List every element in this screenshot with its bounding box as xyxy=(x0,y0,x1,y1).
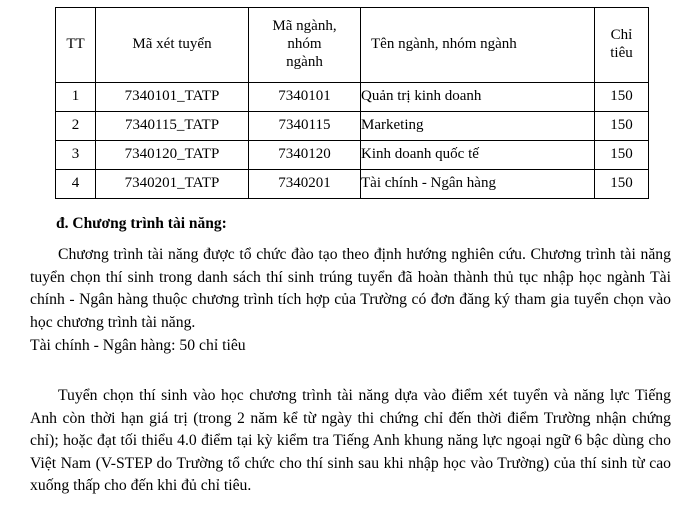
table-row xyxy=(56,112,649,141)
admission-quota-table xyxy=(55,7,649,199)
cell-ma-nganh: 7340101 xyxy=(249,83,361,112)
paragraph-program-description xyxy=(30,244,671,334)
cell-ma-xet-tuyen: 7340201_TATP xyxy=(96,170,249,199)
cell-chi-tieu: 150 xyxy=(595,170,649,199)
admission-quota-table-wrapper xyxy=(55,7,648,199)
cell-chi-tieu: 150 xyxy=(595,83,649,112)
table-body xyxy=(56,83,649,199)
cell-ma-nganh: 7340201 xyxy=(249,170,361,199)
paragraph-selection-criteria-text: Tuyển chọn thí sinh vào học chương trình tài năng dựa vào điểm xét tuyển và năng lực Tiếng Anh còn thời hạn giá trị (trong 2 năm kể từ ngày thi chứng chỉ đến thời điểm Trường nhận chứng chỉ); hoặc đạt tối thiểu 4.0 điểm tại kỳ kiểm tra Tiếng Anh khung năng lực ngoại ngữ 6 bậc dùng cho Việt Nam (V-STEP do Trường tổ chức cho thí sinh sau khi nhập học vào Trường) của thí sinh từ cao xuống thấp cho đến khi đủ chỉ tiêu. xyxy=(30,387,671,495)
quota-line: Tài chính - Ngân hàng: 50 chỉ tiêu xyxy=(30,337,246,354)
column-header-ten-nganh: Tên ngành, nhóm ngành xyxy=(361,8,595,83)
column-header-ma-nganh-line1: Mã ngành, xyxy=(272,18,337,35)
cell-tt: 3 xyxy=(56,141,96,170)
section-heading: đ. Chương trình tài năng: xyxy=(56,215,227,232)
column-header-ma-xet-tuyen: Mã xét tuyển xyxy=(96,8,249,83)
column-header-chi-tieu-line2: tiêu xyxy=(610,45,633,61)
table-header xyxy=(56,8,649,83)
table-row xyxy=(56,170,649,199)
cell-ten-nganh: Quản trị kinh doanh xyxy=(361,83,595,112)
cell-tt: 2 xyxy=(56,112,96,141)
column-header-ma-nganh-line3: ngành xyxy=(286,53,323,70)
cell-tt: 4 xyxy=(56,170,96,199)
cell-ma-xet-tuyen: 7340101_TATP xyxy=(96,83,249,112)
cell-ma-xet-tuyen: 7340115_TATP xyxy=(96,112,249,141)
column-header-chi-tieu-line1: Chỉ xyxy=(610,27,633,44)
table-row xyxy=(56,83,649,112)
table-header-row xyxy=(56,8,649,83)
table-row xyxy=(56,141,649,170)
paragraph-selection-criteria xyxy=(30,385,671,498)
column-header-tt: TT xyxy=(56,8,96,83)
cell-chi-tieu: 150 xyxy=(595,112,649,141)
cell-tt: 1 xyxy=(56,83,96,112)
cell-ten-nganh: Tài chính - Ngân hàng xyxy=(361,170,595,199)
paragraph-program-description-text: Chương trình tài năng được tổ chức đào tạo theo định hướng nghiên cứu. Chương trình tài năng tuyển chọn thí sinh trong danh sách thí sinh trúng tuyển đã hoàn thành thủ tục nhập học ngành Tài chính - Ngân hàng thuộc chương trình tích hợp của Trường có đơn đăng ký tham gia tuyển chọn vào học chương trình tài năng. xyxy=(30,246,671,331)
cell-ma-nganh: 7340115 xyxy=(249,112,361,141)
cell-ma-xet-tuyen: 7340120_TATP xyxy=(96,141,249,170)
cell-ten-nganh: Marketing xyxy=(361,112,595,141)
column-header-ma-nganh-line2: nhóm xyxy=(287,36,322,53)
cell-ma-nganh: 7340120 xyxy=(249,141,361,170)
column-header-ma-nganh xyxy=(249,8,361,83)
column-header-chi-tieu xyxy=(595,8,649,83)
cell-chi-tieu: 150 xyxy=(595,141,649,170)
cell-ten-nganh: Kinh doanh quốc tế xyxy=(361,141,595,170)
